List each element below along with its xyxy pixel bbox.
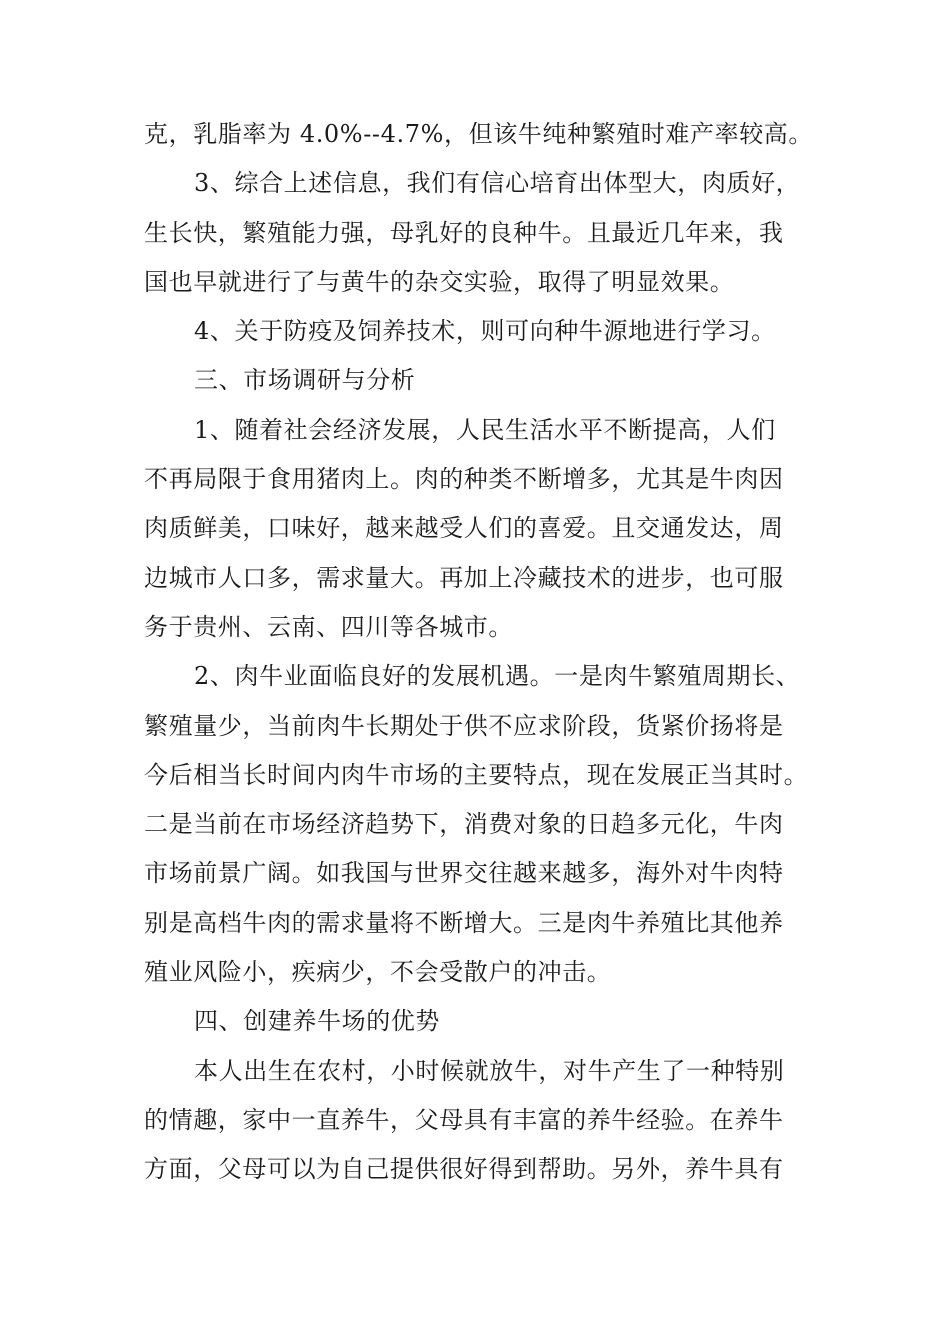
text-line: 别是高档牛肉的需求量将不断增大。三是肉牛养殖比其他养: [144, 908, 784, 937]
text-line: 3、综合上述信息，我们有信心培育出体型大，肉质好，: [194, 169, 801, 198]
text-line: 市场前景广阔。如我国与世界交往越来越多，海外对牛肉特: [144, 859, 784, 888]
text-line: 4、关于防疫及饲养技术，则可向种牛源地进行学习。: [194, 317, 776, 346]
text-line: 1、随着社会经济发展，人民生活水平不断提高，人们: [194, 415, 776, 444]
text-line: 生长快，繁殖能力强，母乳好的良种牛。且最近几年来，我: [144, 218, 784, 247]
text-line: 三、市场调研与分析: [194, 366, 416, 395]
text-line: 不再局限于食用猪肉上。肉的种类不断增多，尤其是牛肉因: [144, 465, 784, 494]
text-line: 四、创建养牛场的优势: [194, 1007, 440, 1036]
text-line: 肉质鲜美，口味好，越来越受人们的喜爱。且交通发达，周: [144, 514, 784, 543]
text-line: 繁殖量少，当前肉牛长期处于供不应求阶段，货紧价扬将是: [144, 711, 784, 740]
text-line: 2、肉牛业面临良好的发展机遇。一是肉牛繁殖周期长、: [194, 662, 801, 691]
text-line: 的情趣，家中一直养牛，父母具有丰富的养牛经验。在养牛: [144, 1105, 784, 1134]
text-line: 克，乳脂率为 4.0%--4.7%，但该牛纯种繁殖时难产率较高。: [144, 120, 813, 148]
text-line: 今后相当长时间内肉牛市场的主要特点，现在发展正当其时。: [144, 760, 809, 789]
body-text: [144, 110, 824, 1195]
text-line: 殖业风险小，疾病少，不会受散户的冲击。: [144, 958, 612, 987]
text-line: 方面，父母可以为自己提供很好得到帮助。另外，养牛具有: [144, 1155, 784, 1184]
text-line: 边城市人口多，需求量大。再加上冷藏技术的进步，也可服: [144, 563, 784, 592]
text-line: 二是当前在市场经济趋势下，消费对象的日趋多元化，牛肉: [144, 810, 784, 839]
text-line: 本人出生在农村，小时候就放牛，对牛产生了一种特别: [194, 1056, 785, 1085]
text-line: 国也早就进行了与黄牛的杂交实验，取得了明显效果。: [144, 267, 735, 296]
text-line: 务于贵州、云南、四川等各城市。: [144, 612, 513, 641]
